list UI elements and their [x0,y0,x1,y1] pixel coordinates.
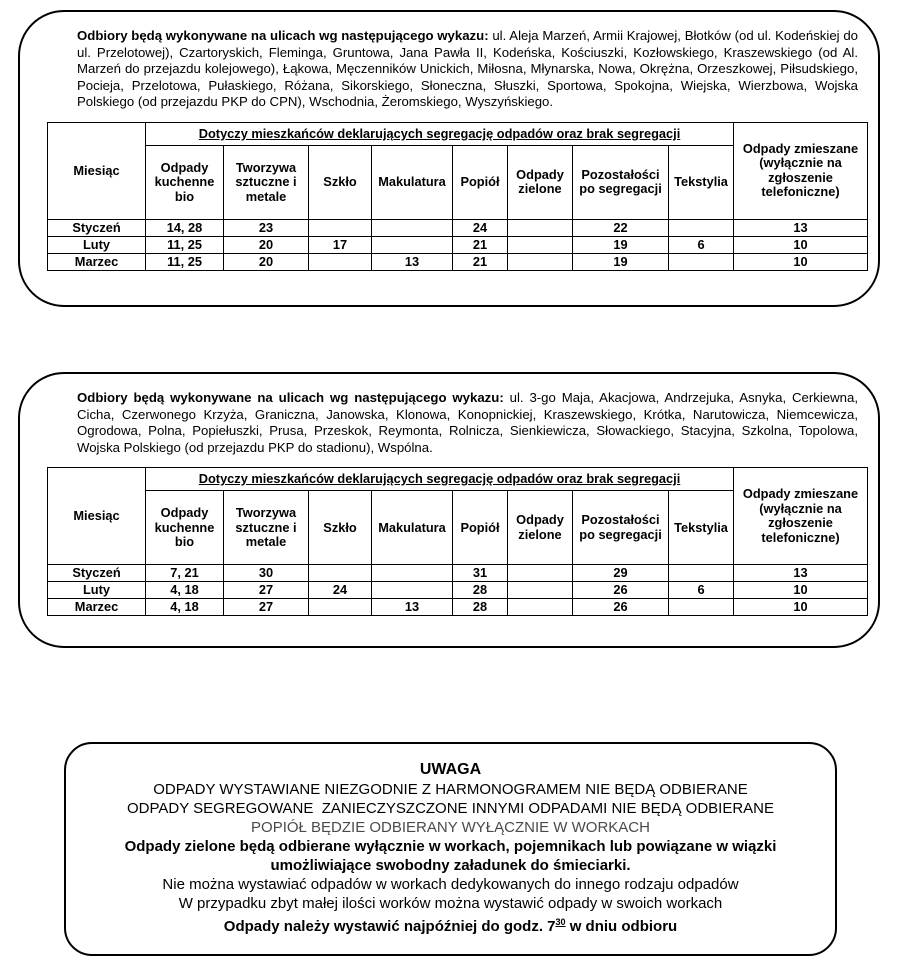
value-cell [508,565,573,582]
value-cell [372,219,453,236]
value-cell: 24 [453,219,508,236]
value-cell: 31 [453,565,508,582]
value-cell [669,219,734,236]
month-column-header: Miesiąc [48,122,146,219]
value-cell: 17 [309,236,372,253]
month-cell: Luty [48,582,146,599]
column-header-glass: Szkło [309,491,372,565]
segregation-group-header [146,122,734,145]
value-cell: 23 [224,219,309,236]
district2-street-list: ul. 3-go Maja, Akacjowa, Andrzejuka, Asnyka, Cerkiewna, Cicha, Czerwonego Krzyża, Graniczna, Janowska, Klonowa, Konopnickiej, Kraszewskiego, Krótka, Narutowicza, Niemcewicza, Ogrodowa, Polna, Popiełuszki, Prusa, Przeskok, Reymonta, Rolnicza, Sienkiewicza, Słowackiego, Stacyjna, Szkolna, Topolowa, Wojska Polskiego (od przejazdu PKP do stadionu), Wspólna. [77,390,858,455]
value-cell: 28 [453,599,508,616]
uwaga-title: UWAGA [419,761,482,778]
district2-schedule-table [47,467,868,616]
district1-schedule-table [47,122,868,271]
value-cell [508,253,573,270]
value-cell [309,565,372,582]
uwaga-notice-box [64,742,837,956]
value-cell [309,219,372,236]
deadline-time-superscript: 30 [555,917,566,927]
value-cell: 6 [669,236,734,253]
value-cell: 10 [734,599,868,616]
month-column-header: Miesiąc [48,468,146,565]
value-cell: 26 [573,599,669,616]
month-cell: Marzec [48,253,146,270]
table-row-february [48,236,868,253]
value-cell: 7, 21 [146,565,224,582]
uwaga-line-deadline [66,913,835,936]
segregation-group-header-text: Dotyczy mieszkańców deklarujących segregację odpadów oraz brak segregacji [198,471,681,487]
value-cell: 10 [734,253,868,270]
value-cell [669,565,734,582]
value-cell: 13 [372,599,453,616]
value-cell: 29 [573,565,669,582]
deadline-text-prefix: Odpady należy wystawić najpóźniej do godz. 7 [223,918,556,935]
value-cell: 13 [372,253,453,270]
district1-street-list: ul. Aleja Marzeń, Armii Krajowej, Błotków (od ul. Kodeńskiej do ul. Przelotowej), Czartoryskich, Fleminga, Gruntowa, Jana Pawła II, Kodeńska, Kościuszki, Kozłowskiego, Kraszewskiego (od Al. Marzeń do przejazdu kolejowego), Łąkowa, Męczenników Unickich, Miłosna, Młynarska, Nowa, Okrężna, Orzeszkowej, Piłsudskiego, Pocieja, Przelotowa, Pułaskiego, Różana, Sikorskiego, Słoneczna, Słuszki, Sportowa, Spokojna, Wiejska, Wierzbowa, Wojska Polskiego (od przejazdu PKP do CPN), Wschodnia, Żeromskiego, Wyszyńskiego. [77,28,858,110]
value-cell: 19 [573,236,669,253]
value-cell: 28 [453,582,508,599]
segregation-group-header-text: Dotyczy mieszkańców deklarujących segregację odpadów oraz brak segregacji [198,125,681,141]
segregation-group-header [146,468,734,491]
value-cell: 21 [453,236,508,253]
value-cell: 24 [309,582,372,599]
value-cell [669,599,734,616]
uwaga-line-own-bags: W przypadku zbyt małej ilości worków można wystawić odpady w swoich workach [178,895,723,912]
month-cell: Luty [48,236,146,253]
value-cell: 10 [734,582,868,599]
column-header-bio: Odpady kuchenne bio [146,491,224,565]
district2-intro-paragraph [77,390,858,456]
value-cell: 4, 18 [146,599,224,616]
district1-intro-lead: Odbiory będą wykonywane na ulicach wg następującego wykazu: [77,28,489,43]
value-cell [372,582,453,599]
column-header-green: Odpady zielone [508,145,573,219]
value-cell [309,253,372,270]
value-cell [508,236,573,253]
value-cell: 26 [573,582,669,599]
value-cell [508,219,573,236]
value-cell: 4, 18 [146,582,224,599]
uwaga-line-not-collected-schedule: ODPADY WYSTAWIANE NIEZGODNIE Z HARMONOGRAMEM NIE BĘDĄ ODBIERANE [153,781,748,798]
value-cell [372,565,453,582]
value-cell: 11, 25 [146,236,224,253]
mixed-waste-column-header: Odpady zmieszane (wyłącznie na zgłoszenie telefoniczne) [734,468,868,565]
column-header-residual: Pozostałości po segregacji [573,491,669,565]
value-cell: 6 [669,582,734,599]
value-cell [669,253,734,270]
value-cell: 27 [224,599,309,616]
table-row-march [48,599,868,616]
column-header-plastics: Tworzywa sztuczne i metale [224,491,309,565]
column-header-textiles: Tekstylia [669,491,734,565]
column-header-ash: Popiół [453,145,508,219]
column-header-bio: Odpady kuchenne bio [146,145,224,219]
value-cell [372,236,453,253]
uwaga-line-green-waste: Odpady zielone będą odbierane wyłącznie w workach, pojemnikach lub powiązane w wiązki umożliwiające swobodny załadunek do śmieciarki. [124,838,781,874]
value-cell [508,599,573,616]
value-cell [508,582,573,599]
uwaga-line-dedicated-bags: Nie można wystawiać odpadów w workach dedykowanych do innego rodzaju odpadów [162,876,739,893]
table-row-february [48,582,868,599]
value-cell: 20 [224,253,309,270]
column-header-paper: Makulatura [372,491,453,565]
column-header-paper: Makulatura [372,145,453,219]
value-cell: 21 [453,253,508,270]
deadline-text-suffix: w dniu odbioru [565,918,678,935]
value-cell: 14, 28 [146,219,224,236]
value-cell: 20 [224,236,309,253]
column-header-green: Odpady zielone [508,491,573,565]
mixed-waste-column-header: Odpady zmieszane (wyłącznie na zgłoszenie telefoniczne) [734,122,868,219]
value-cell: 10 [734,236,868,253]
column-header-ash: Popiół [453,491,508,565]
district1-intro-paragraph [77,28,858,111]
month-cell: Styczeń [48,219,146,236]
month-cell: Styczeń [48,565,146,582]
column-header-residual: Pozostałości po segregacji [573,145,669,219]
value-cell: 13 [734,219,868,236]
column-header-glass: Szkło [309,145,372,219]
district2-intro-lead: Odbiory będą wykonywane na ulicach wg następującego wykazu: [77,390,504,405]
district2-box [18,372,880,648]
table-row-march [48,253,868,270]
value-cell: 19 [573,253,669,270]
value-cell [309,599,372,616]
table-row-january [48,565,868,582]
month-cell: Marzec [48,599,146,616]
column-header-plastics: Tworzywa sztuczne i metale [224,145,309,219]
uwaga-line-contaminated: ODPADY SEGREGOWANE ZANIECZYSZCZONE INNYMI ODPADAMI NIE BĘDĄ ODBIERANE [126,800,775,817]
value-cell: 11, 25 [146,253,224,270]
value-cell: 27 [224,582,309,599]
table-row-january [48,219,868,236]
value-cell: 13 [734,565,868,582]
column-header-textiles: Tekstylia [669,145,734,219]
district1-box [18,10,880,307]
value-cell: 22 [573,219,669,236]
value-cell: 30 [224,565,309,582]
uwaga-line-ash-bags: POPIÓŁ BĘDZIE ODBIERANY WYŁĄCZNIE W WORKACH [251,819,650,836]
